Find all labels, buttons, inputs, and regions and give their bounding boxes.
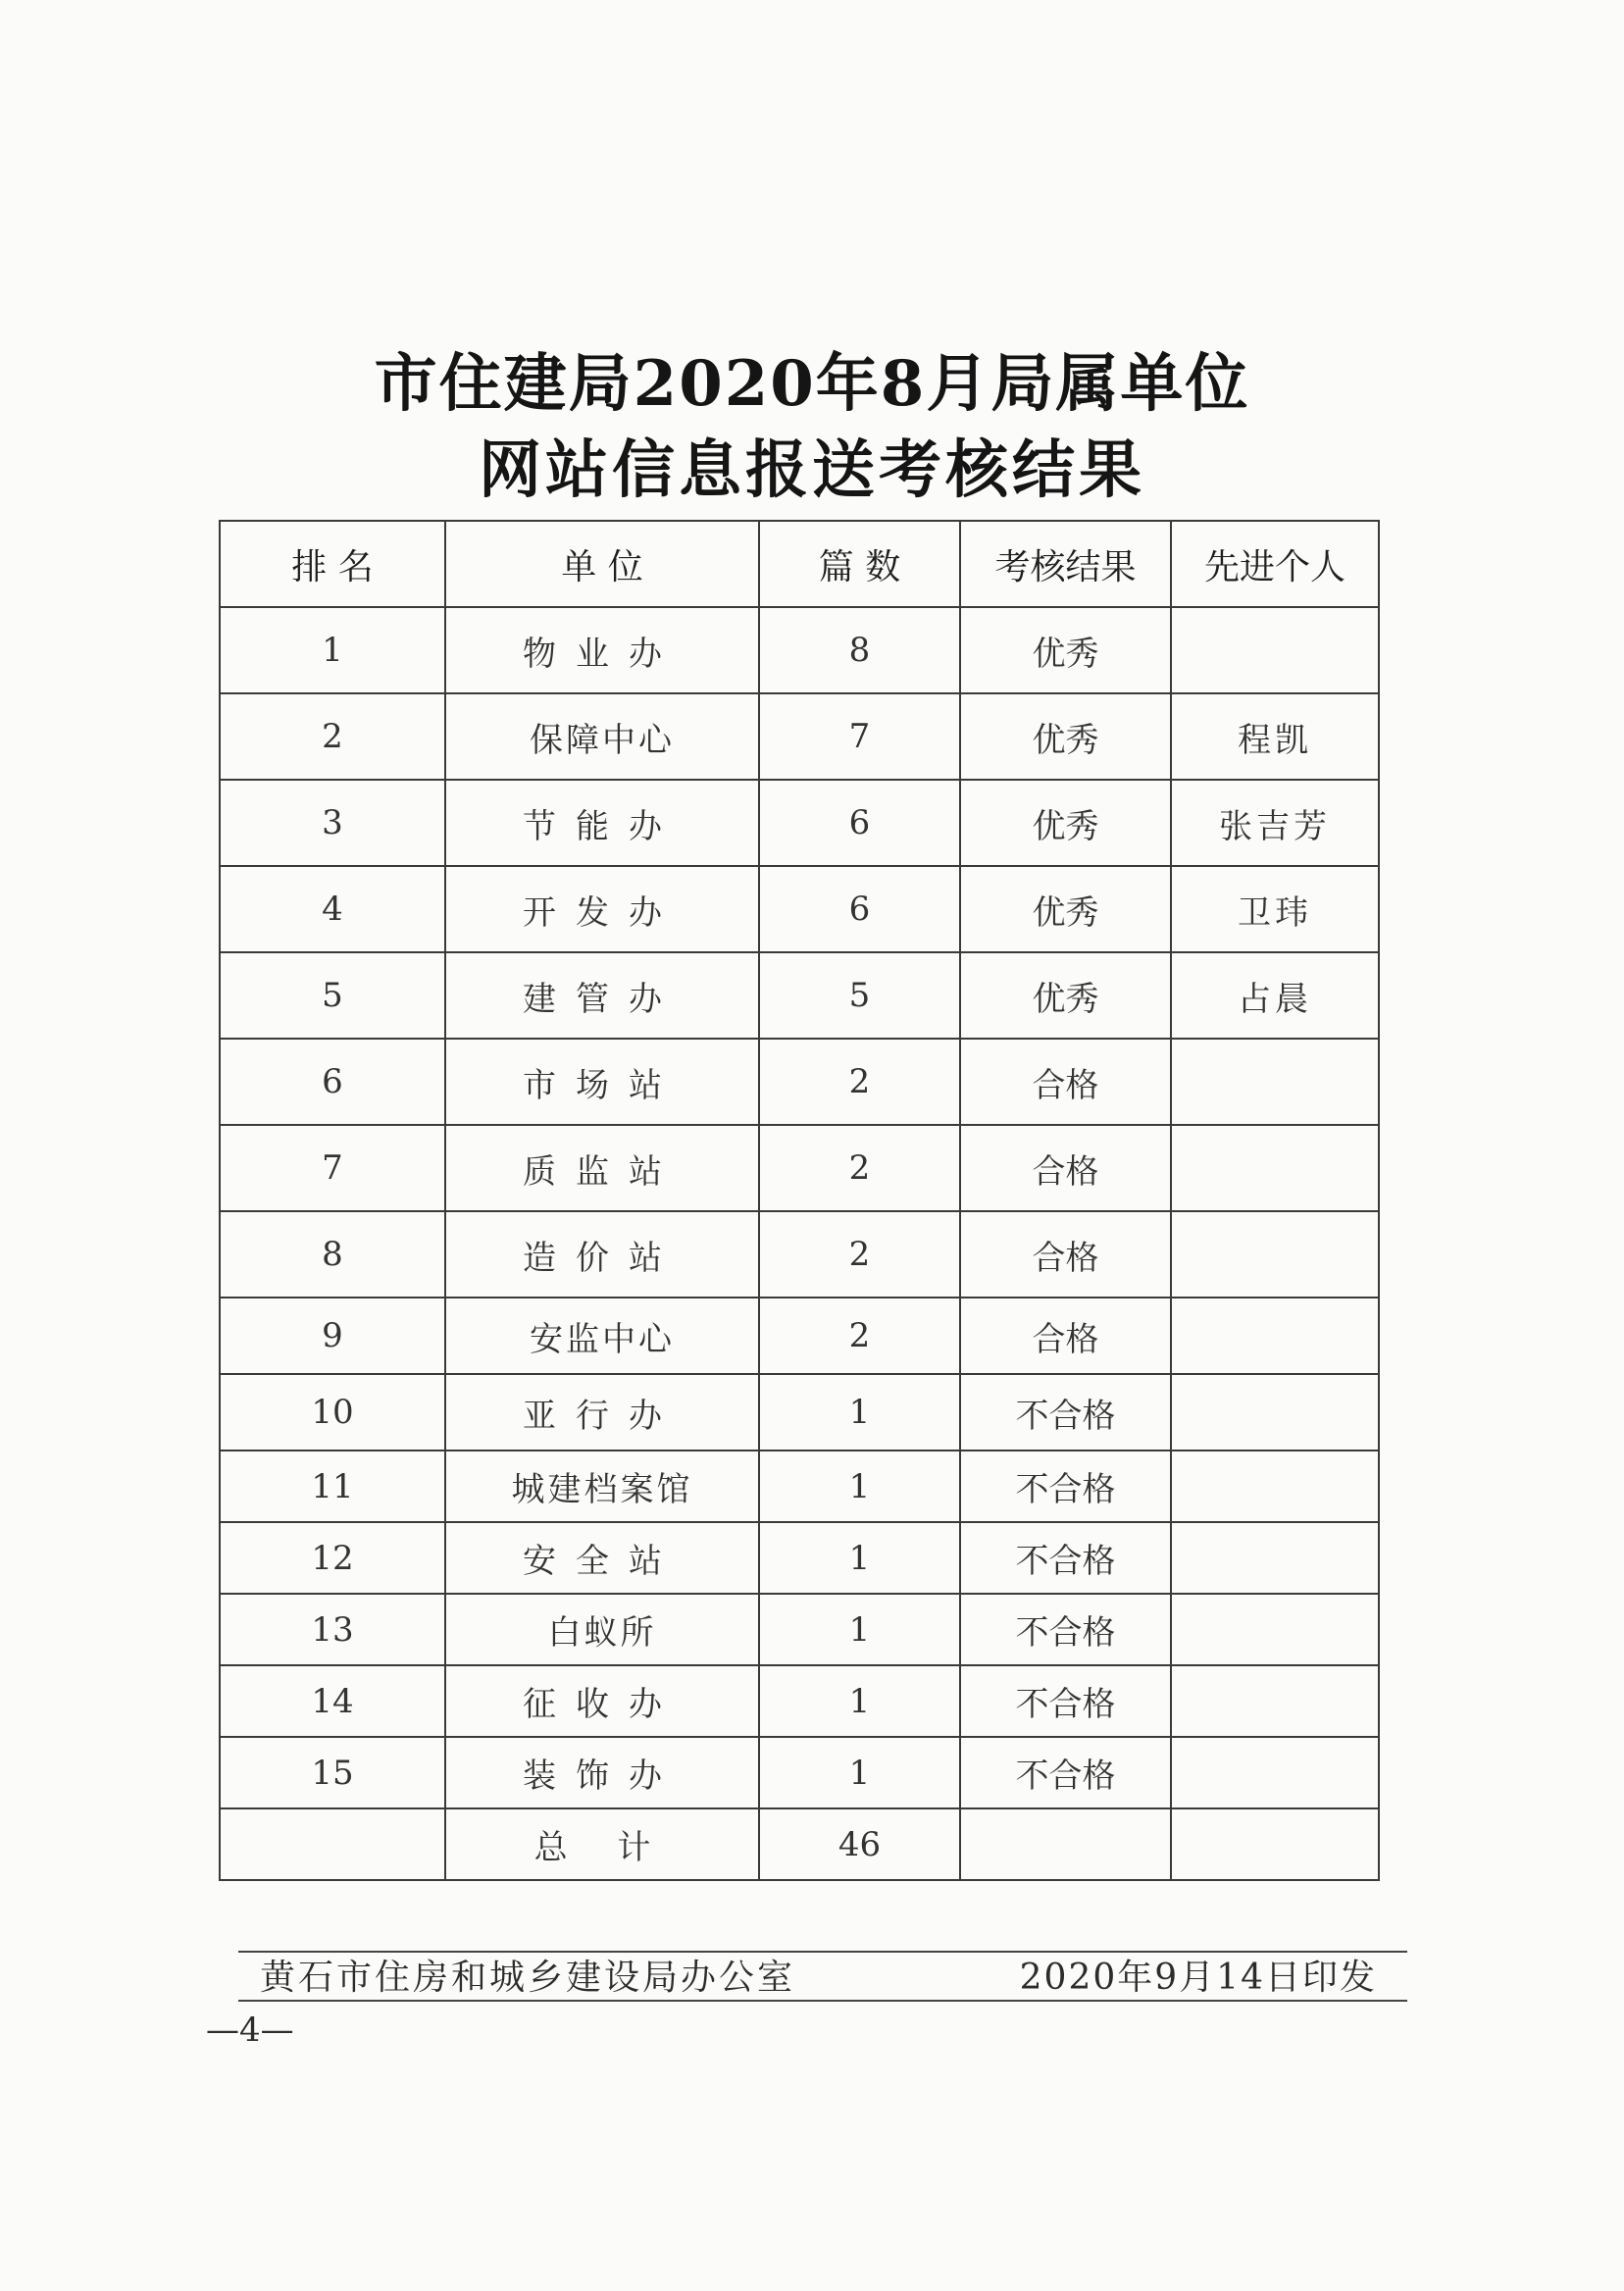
cell-unit: 征收办	[445, 1665, 759, 1737]
footer-organization: 黄石市住房和城乡建设局办公室	[260, 1958, 796, 1998]
table-row	[220, 1594, 1379, 1665]
cell-result: 不合格	[960, 1737, 1171, 1808]
cell-count: 5	[759, 952, 960, 1039]
cell-rank: 11	[220, 1451, 445, 1522]
cell-count: 2	[759, 1298, 960, 1374]
cell-count: 2	[759, 1211, 960, 1298]
cell-unit: 亚行办	[445, 1374, 759, 1451]
cell-person	[1171, 1522, 1379, 1594]
cell-total-label: 总 计	[445, 1808, 759, 1880]
cell-unit: 建管办	[445, 952, 759, 1039]
cell-count: 6	[759, 780, 960, 866]
cell-count: 1	[759, 1522, 960, 1594]
footer-issue-date: 2020年9月14日印发	[1019, 1958, 1377, 1998]
results-table	[219, 520, 1380, 1881]
header-count: 篇 数	[759, 521, 960, 607]
cell-person	[1171, 1665, 1379, 1737]
cell-person	[1171, 1039, 1379, 1125]
cell-unit: 白蚁所	[445, 1594, 759, 1665]
cell-total-blank-person	[1171, 1808, 1379, 1880]
cell-total-blank-result	[960, 1808, 1171, 1880]
cell-count: 1	[759, 1451, 960, 1522]
table-row	[220, 1039, 1379, 1125]
cell-total-blank	[220, 1808, 445, 1880]
cell-count: 1	[759, 1374, 960, 1451]
cell-unit: 物业办	[445, 607, 759, 693]
cell-person	[1171, 607, 1379, 693]
cell-result: 不合格	[960, 1665, 1171, 1737]
cell-result: 优秀	[960, 952, 1171, 1039]
cell-rank: 10	[220, 1374, 445, 1451]
cell-result: 合格	[960, 1039, 1171, 1125]
cell-result: 优秀	[960, 780, 1171, 866]
cell-count: 1	[759, 1594, 960, 1665]
cell-rank: 14	[220, 1665, 445, 1737]
table-row	[220, 607, 1379, 693]
table-row	[220, 1374, 1379, 1451]
cell-result: 不合格	[960, 1451, 1171, 1522]
table-row	[220, 1451, 1379, 1522]
header-rank: 排 名	[220, 521, 445, 607]
cell-rank: 4	[220, 866, 445, 952]
table-row	[220, 866, 1379, 952]
cell-result: 不合格	[960, 1594, 1171, 1665]
cell-rank: 3	[220, 780, 445, 866]
cell-unit: 市场站	[445, 1039, 759, 1125]
header-advanced-person: 先进个人	[1171, 521, 1379, 607]
cell-unit: 开发办	[445, 866, 759, 952]
cell-count: 2	[759, 1039, 960, 1125]
cell-rank: 2	[220, 693, 445, 780]
cell-rank: 1	[220, 607, 445, 693]
cell-person	[1171, 1298, 1379, 1374]
cell-result: 优秀	[960, 693, 1171, 780]
table-row	[220, 952, 1379, 1039]
table-row	[220, 1125, 1379, 1211]
cell-result: 优秀	[960, 866, 1171, 952]
cell-result: 合格	[960, 1298, 1171, 1374]
cell-result: 不合格	[960, 1522, 1171, 1594]
cell-rank: 6	[220, 1039, 445, 1125]
table-row	[220, 1211, 1379, 1298]
cell-count: 8	[759, 607, 960, 693]
cell-person: 占晨	[1171, 952, 1379, 1039]
cell-count: 6	[759, 866, 960, 952]
table-total-row	[220, 1808, 1379, 1880]
cell-unit: 安监中心	[445, 1298, 759, 1374]
table-row	[220, 693, 1379, 780]
cell-result: 优秀	[960, 607, 1171, 693]
footer-bottom-rule	[238, 2000, 1407, 2002]
cell-unit: 城建档案馆	[445, 1451, 759, 1522]
cell-unit: 保障中心	[445, 693, 759, 780]
cell-unit: 造价站	[445, 1211, 759, 1298]
cell-rank: 7	[220, 1125, 445, 1211]
page-number: —4—	[206, 2011, 294, 2050]
document-title-line1: 市住建局2020年8月局属单位	[374, 347, 1250, 421]
cell-person	[1171, 1594, 1379, 1665]
header-unit: 单 位	[445, 521, 759, 607]
cell-rank: 15	[220, 1737, 445, 1808]
cell-unit: 装饰办	[445, 1737, 759, 1808]
cell-rank: 8	[220, 1211, 445, 1298]
table-row	[220, 1737, 1379, 1808]
cell-unit: 质监站	[445, 1125, 759, 1211]
cell-unit: 安全站	[445, 1522, 759, 1594]
cell-count: 1	[759, 1737, 960, 1808]
table-row	[220, 1522, 1379, 1594]
cell-result: 合格	[960, 1125, 1171, 1211]
cell-total-count: 46	[759, 1808, 960, 1880]
cell-person	[1171, 1451, 1379, 1522]
cell-count: 7	[759, 693, 960, 780]
cell-result: 不合格	[960, 1374, 1171, 1451]
cell-count: 2	[759, 1125, 960, 1211]
cell-result: 合格	[960, 1211, 1171, 1298]
cell-person	[1171, 1125, 1379, 1211]
table-row	[220, 1298, 1379, 1374]
header-result: 考核结果	[960, 521, 1171, 607]
cell-rank: 9	[220, 1298, 445, 1374]
cell-unit: 节能办	[445, 780, 759, 866]
document-title-line2: 网站信息报送考核结果	[479, 433, 1145, 507]
cell-person: 卫玮	[1171, 866, 1379, 952]
cell-rank: 5	[220, 952, 445, 1039]
cell-person	[1171, 1737, 1379, 1808]
table-row	[220, 1665, 1379, 1737]
cell-person	[1171, 1211, 1379, 1298]
cell-count: 1	[759, 1665, 960, 1737]
cell-person: 张吉芳	[1171, 780, 1379, 866]
cell-rank: 13	[220, 1594, 445, 1665]
cell-person: 程凯	[1171, 693, 1379, 780]
cell-person	[1171, 1374, 1379, 1451]
table-row	[220, 780, 1379, 866]
table-header-row	[220, 521, 1379, 607]
cell-rank: 12	[220, 1522, 445, 1594]
